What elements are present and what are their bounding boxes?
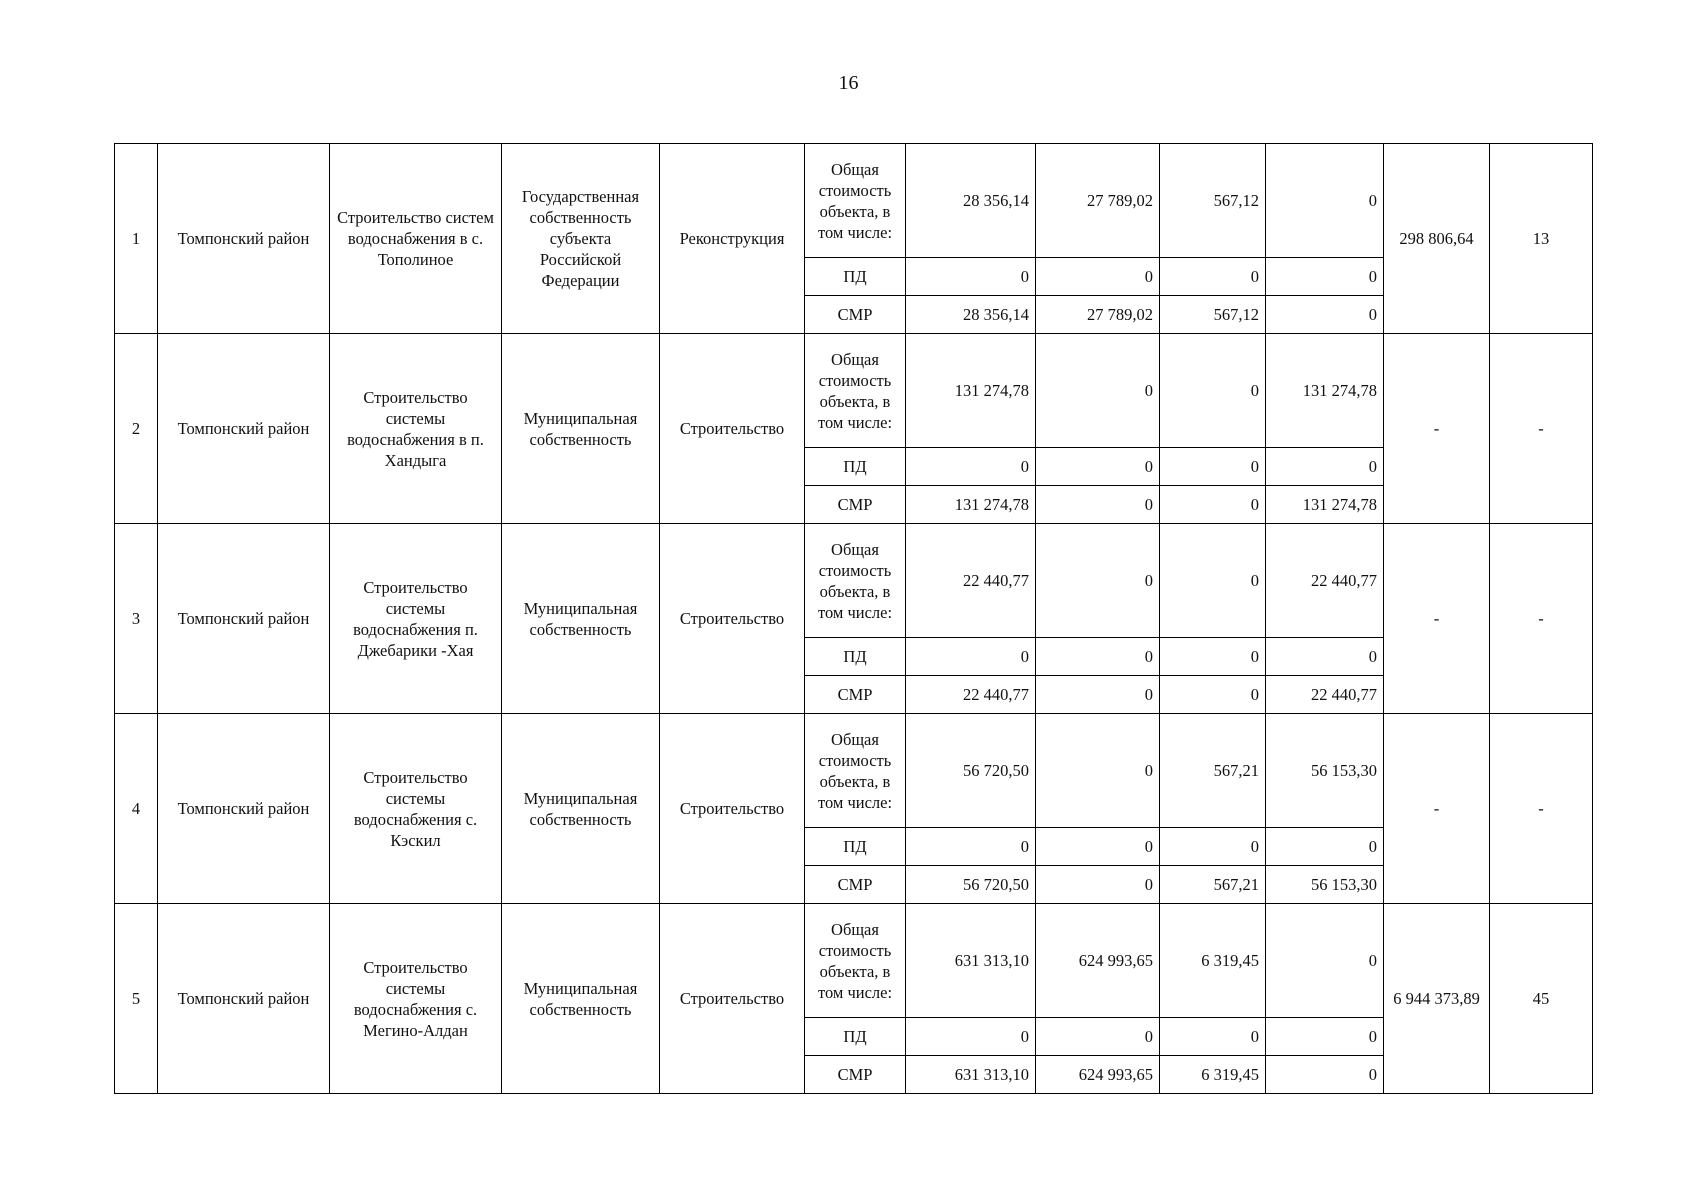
table-row: [115, 144, 1593, 258]
table-row: [115, 714, 1593, 828]
ownership-cell: Муниципальная собственность: [502, 714, 660, 904]
smr-value-cell: 0: [1160, 676, 1266, 714]
ownership-cell: Муниципальная собственность: [502, 334, 660, 524]
work-type-cell: Строительство: [660, 334, 805, 524]
smr-value-cell: 131 274,78: [906, 486, 1036, 524]
smr-value-cell: 22 440,77: [1266, 676, 1384, 714]
pd-value-cell: 0: [1160, 1018, 1266, 1056]
pd-label-cell: ПД: [805, 448, 906, 486]
district-cell: Томпонский район: [158, 904, 330, 1094]
col10-cell: -: [1384, 334, 1490, 524]
pd-value-cell: 0: [1036, 828, 1160, 866]
pd-value-cell: 0: [1160, 448, 1266, 486]
smr-value-cell: 0: [1160, 486, 1266, 524]
total-value-cell: 0: [1160, 524, 1266, 638]
total-value-cell: 0: [1266, 904, 1384, 1018]
district-cell: Томпонский район: [158, 714, 330, 904]
smr-value-cell: 56 153,30: [1266, 866, 1384, 904]
district-cell: Томпонский район: [158, 144, 330, 334]
pd-value-cell: 0: [1036, 258, 1160, 296]
total-value-cell: 0: [1036, 714, 1160, 828]
total-label-cell: Общая стоимость объекта, в том числе:: [805, 714, 906, 828]
object-name-cell: Строительство систем водоснабжения в с. Тополиное: [330, 144, 502, 334]
pd-value-cell: 0: [906, 448, 1036, 486]
total-value-cell: 631 313,10: [906, 904, 1036, 1018]
pd-value-cell: 0: [1266, 448, 1384, 486]
smr-value-cell: 56 720,50: [906, 866, 1036, 904]
row-number: 2: [115, 334, 158, 524]
total-label-cell: Общая стоимость объекта, в том числе:: [805, 904, 906, 1018]
smr-label-cell: СМР: [805, 486, 906, 524]
pd-label-cell: ПД: [805, 258, 906, 296]
total-value-cell: 0: [1160, 334, 1266, 448]
total-value-cell: 6 319,45: [1160, 904, 1266, 1018]
pd-value-cell: 0: [1036, 448, 1160, 486]
table-row: [115, 904, 1593, 1018]
smr-value-cell: 131 274,78: [1266, 486, 1384, 524]
pd-value-cell: 0: [906, 258, 1036, 296]
row-number: 5: [115, 904, 158, 1094]
col11-cell: -: [1490, 334, 1593, 524]
total-value-cell: 567,21: [1160, 714, 1266, 828]
smr-value-cell: 567,12: [1160, 296, 1266, 334]
total-value-cell: 0: [1036, 524, 1160, 638]
district-cell: Томпонский район: [158, 334, 330, 524]
col10-cell: 298 806,64: [1384, 144, 1490, 334]
smr-label-cell: СМР: [805, 866, 906, 904]
smr-label-cell: СМР: [805, 296, 906, 334]
total-value-cell: 22 440,77: [906, 524, 1036, 638]
object-name-cell: Строительство системы водоснабжения с. Кэскил: [330, 714, 502, 904]
pd-value-cell: 0: [1036, 638, 1160, 676]
total-value-cell: 131 274,78: [1266, 334, 1384, 448]
total-value-cell: 624 993,65: [1036, 904, 1160, 1018]
table-row: [115, 334, 1593, 448]
ownership-cell: Муниципальная собственность: [502, 524, 660, 714]
page-number: 16: [838, 72, 859, 94]
smr-value-cell: 567,21: [1160, 866, 1266, 904]
smr-value-cell: 6 319,45: [1160, 1056, 1266, 1094]
total-label-cell: Общая стоимость объекта, в том числе:: [805, 144, 906, 258]
total-value-cell: 28 356,14: [906, 144, 1036, 258]
smr-value-cell: 28 356,14: [906, 296, 1036, 334]
smr-value-cell: 0: [1266, 1056, 1384, 1094]
table-row: [115, 524, 1593, 638]
row-number: 3: [115, 524, 158, 714]
pd-value-cell: 0: [1160, 828, 1266, 866]
col10-cell: -: [1384, 524, 1490, 714]
total-value-cell: 56 720,50: [906, 714, 1036, 828]
smr-value-cell: 22 440,77: [906, 676, 1036, 714]
pd-value-cell: 0: [1160, 258, 1266, 296]
work-type-cell: Реконструкция: [660, 144, 805, 334]
total-value-cell: 567,12: [1160, 144, 1266, 258]
work-type-cell: Строительство: [660, 524, 805, 714]
pd-value-cell: 0: [906, 828, 1036, 866]
object-name-cell: Строительство системы водоснабжения в п. Хандыга: [330, 334, 502, 524]
ownership-cell: Государственная собственность субъекта Российской Федерации: [502, 144, 660, 334]
smr-value-cell: 0: [1036, 486, 1160, 524]
total-value-cell: 22 440,77: [1266, 524, 1384, 638]
pd-value-cell: 0: [1266, 258, 1384, 296]
col11-cell: -: [1490, 524, 1593, 714]
pd-value-cell: 0: [906, 638, 1036, 676]
col11-cell: -: [1490, 714, 1593, 904]
pd-label-cell: ПД: [805, 828, 906, 866]
total-value-cell: 0: [1266, 144, 1384, 258]
object-name-cell: Строительство системы водоснабжения п. Джебарики -Хая: [330, 524, 502, 714]
work-type-cell: Строительство: [660, 714, 805, 904]
pd-value-cell: 0: [906, 1018, 1036, 1056]
pd-value-cell: 0: [1266, 638, 1384, 676]
total-value-cell: 27 789,02: [1036, 144, 1160, 258]
pd-value-cell: 0: [1266, 1018, 1384, 1056]
total-value-cell: 0: [1036, 334, 1160, 448]
total-value-cell: 56 153,30: [1266, 714, 1384, 828]
smr-value-cell: 0: [1036, 866, 1160, 904]
pd-value-cell: 0: [1266, 828, 1384, 866]
objects-table: [114, 143, 1593, 1094]
col11-cell: 45: [1490, 904, 1593, 1094]
smr-value-cell: 631 313,10: [906, 1056, 1036, 1094]
total-value-cell: 131 274,78: [906, 334, 1036, 448]
smr-value-cell: 0: [1266, 296, 1384, 334]
row-number: 1: [115, 144, 158, 334]
col10-cell: 6 944 373,89: [1384, 904, 1490, 1094]
smr-value-cell: 27 789,02: [1036, 296, 1160, 334]
pd-value-cell: 0: [1036, 1018, 1160, 1056]
pd-label-cell: ПД: [805, 1018, 906, 1056]
smr-label-cell: СМР: [805, 1056, 906, 1094]
total-label-cell: Общая стоимость объекта, в том числе:: [805, 334, 906, 448]
object-name-cell: Строительство системы водоснабжения с. Мегино-Алдан: [330, 904, 502, 1094]
smr-value-cell: 624 993,65: [1036, 1056, 1160, 1094]
pd-value-cell: 0: [1160, 638, 1266, 676]
district-cell: Томпонский район: [158, 524, 330, 714]
total-label-cell: Общая стоимость объекта, в том числе:: [805, 524, 906, 638]
col11-cell: 13: [1490, 144, 1593, 334]
pd-label-cell: ПД: [805, 638, 906, 676]
work-type-cell: Строительство: [660, 904, 805, 1094]
smr-label-cell: СМР: [805, 676, 906, 714]
ownership-cell: Муниципальная собственность: [502, 904, 660, 1094]
smr-value-cell: 0: [1036, 676, 1160, 714]
col10-cell: -: [1384, 714, 1490, 904]
row-number: 4: [115, 714, 158, 904]
